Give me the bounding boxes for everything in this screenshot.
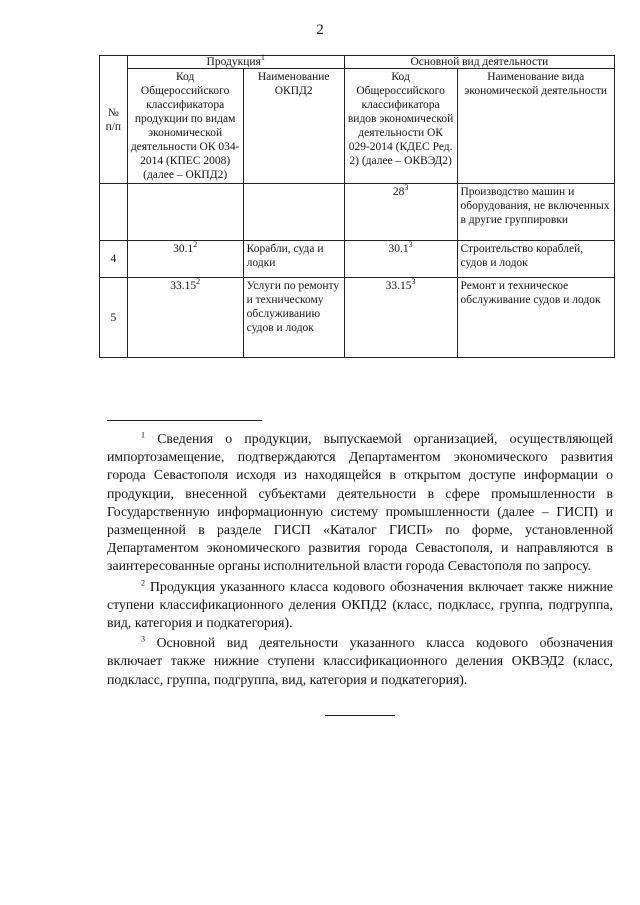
table-row — [100, 184, 615, 241]
table-header-columns-row — [100, 69, 615, 184]
okved-code: 33.15 — [385, 280, 412, 292]
header-product-footnote-mark: 1 — [260, 53, 265, 63]
okved-code-cell — [344, 241, 457, 278]
okpd-code-footnote-mark: 2 — [193, 240, 198, 250]
header-row-number: № п/п — [100, 56, 128, 184]
okved-code-cell — [344, 184, 457, 241]
okved-code-cell — [344, 278, 457, 358]
row-number: 4 — [100, 241, 128, 278]
table-row — [100, 278, 615, 358]
okpd-code: 33.15 — [170, 280, 197, 292]
page-number: 2 — [316, 22, 324, 38]
header-okved-name: Наименование вида экономической деятельности — [457, 69, 615, 184]
okved-code-footnote-mark: 3 — [408, 240, 413, 250]
activity-table — [99, 55, 615, 358]
footnote-text: Основной вид деятельности указанного класса кодового обозначения включает также нижние ступени классификационного деления ОКВЭД2 (класс, подкласс, группа, подгруппа, вид, категория и подкатегория). — [107, 635, 614, 687]
footnote — [107, 634, 613, 689]
okved-code-footnote-mark: 3 — [404, 183, 409, 193]
okved-name: Строительство кораблей, судов и лодок — [457, 241, 615, 278]
header-okpd-code: Код Общероссийского классификатора продукции по видам экономической деятельности ОК 034-2014 (КПЕС 2008) (далее – ОКПД2) — [127, 69, 243, 184]
header-activity-group: Основной вид деятельности — [344, 56, 614, 69]
footnote-text: Сведения о продукции, выпускаемой организацией, осуществляющей импортозамещение, подтверждаются Департаментом экономического развития города Севастополя исходя из находящейся в открытом доступе информации о продукции, внесенной субъектами деятельности в сфере промышленности в Государственную информационную систему промышленности (далее – ГИСП) и размещенной в разделе ГИСП «Каталог ГИСП» по форме, установленной Департаментом экономического развития города Севастополя, и направляются в заинтересованные органы исполнительной власти города Севастополя по запросу. — [107, 431, 614, 574]
okved-code: 28 — [392, 186, 405, 198]
footnote — [107, 578, 613, 633]
header-product-label: Продукция — [206, 56, 261, 68]
okpd-code-cell — [127, 241, 243, 278]
okpd-name: Корабли, суда и лодки — [243, 241, 344, 278]
footnote-mark: 3 — [141, 634, 145, 644]
footnote — [107, 430, 613, 576]
end-of-document-rule — [325, 715, 395, 716]
okved-code: 30.1 — [388, 243, 409, 255]
okpd-code: 30.1 — [173, 243, 194, 255]
footnote-text: Продукция указанного класса кодового обозначения включает также нижние ступени классификационного деления ОКПД2 (класс, подкласс, группа, подгруппа, вид, категория и подкатегория). — [107, 578, 614, 631]
okpd-name — [243, 184, 344, 241]
row-number: 5 — [100, 278, 128, 358]
footnote-mark: 1 — [141, 430, 145, 440]
okpd-code-cell — [127, 184, 243, 241]
okpd-code-footnote-mark: 2 — [196, 277, 201, 287]
okved-name: Ремонт и техническое обслуживание судов и лодок — [457, 278, 615, 358]
okpd-code-cell — [127, 278, 243, 358]
header-okved-code: Код Общероссийского классификатора видов экономической деятельности ОК 029-2014 (КДЕС Ред. 2) (далее – ОКВЭД2) — [344, 69, 457, 184]
row-number — [100, 184, 128, 241]
header-product-group — [127, 53, 344, 69]
footnote-separator — [107, 420, 262, 421]
okved-code-footnote-mark: 3 — [411, 277, 416, 287]
footnote-mark: 2 — [141, 578, 145, 588]
header-okpd-name: Наименование ОКПД2 — [243, 69, 344, 184]
okpd-name: Услуги по ремонту и техническому обслуживанию судов и лодок — [243, 278, 344, 358]
table-header-group-row — [100, 56, 615, 69]
okved-name: Производство машин и оборудования, не включенных в другие группировки — [457, 184, 615, 241]
table-row — [100, 241, 615, 278]
footnotes — [107, 430, 613, 691]
